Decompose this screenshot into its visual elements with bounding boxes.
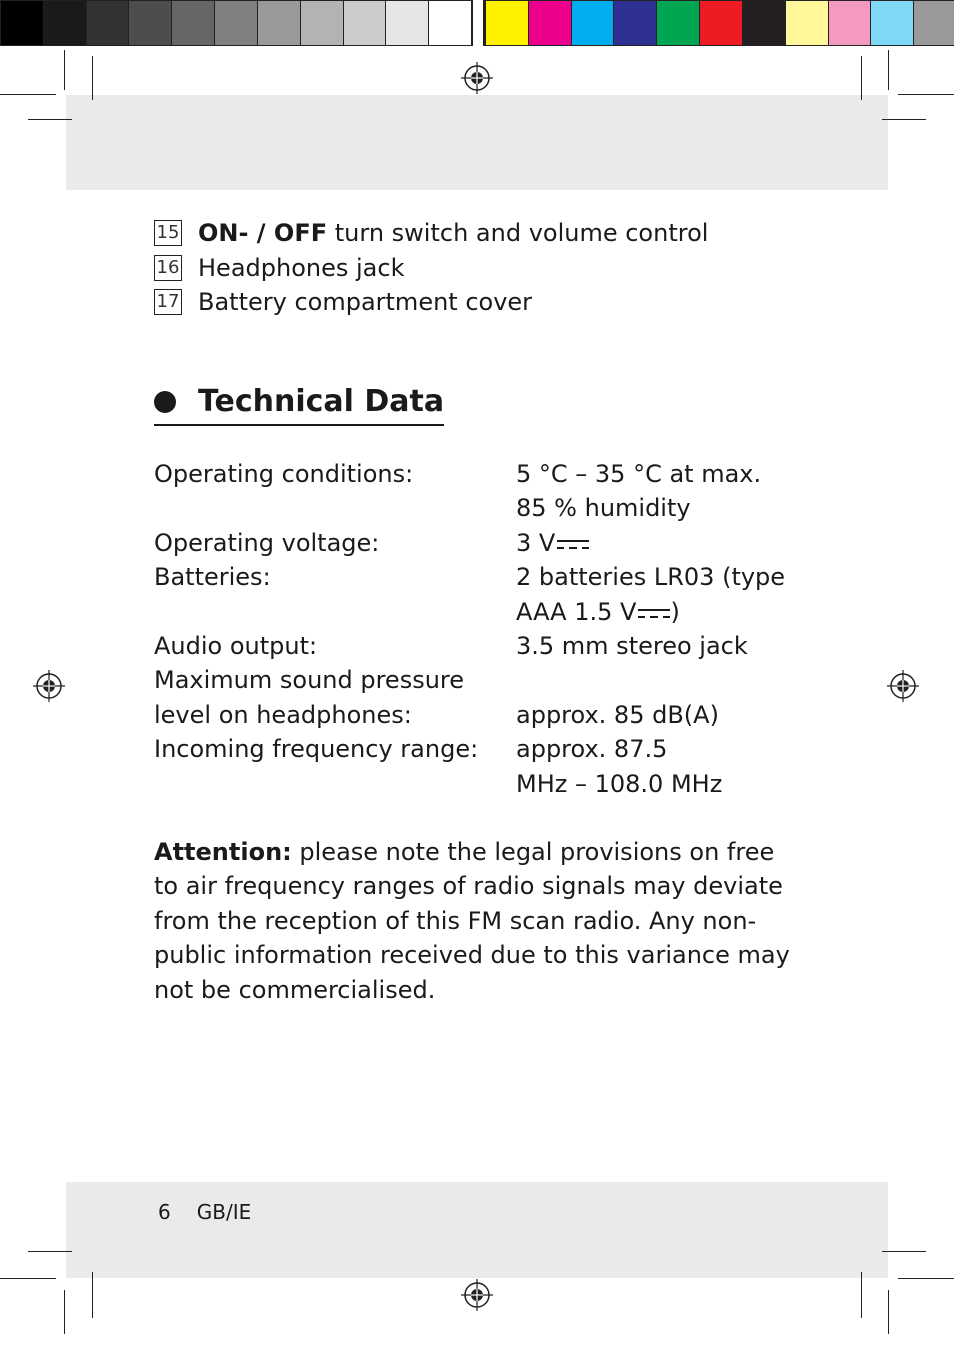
spec-label: Maximum sound pressure [154,666,465,695]
legend-label: Battery compartment cover [198,288,533,316]
legend-item [154,285,708,320]
spec-row [154,698,834,732]
bullet-dot-icon [154,391,176,413]
registration-mark-right [887,670,919,702]
technical-data-table [154,457,834,801]
crop-mark [28,119,72,120]
spec-value: AAA 1.5 V [516,597,637,626]
color-swatch [742,0,785,46]
color-swatch [343,0,386,46]
spec-row [154,767,834,801]
spec-value-suffix: ) [670,597,680,626]
color-swatch [43,0,86,46]
color-swatch [699,0,742,46]
color-swatch [870,0,913,46]
header-band [66,95,888,190]
spec-label [154,767,516,801]
spec-row [154,491,834,525]
color-swatch [214,0,257,46]
crop-mark [28,1251,72,1252]
attention-text: please note the legal provisions on free to air frequency ranges of radio signals may deviate from the reception of this FM scan radio. Any non-public information received due to this variance may not be commercialised. [154,838,790,1004]
color-swatch [0,0,43,46]
legend-number: 15 [154,220,182,246]
crop-mark [92,1272,93,1318]
color-swatch [257,0,300,46]
color-swatch [171,0,214,46]
spec-row [154,457,834,491]
color-swatch [571,0,614,46]
color-swatch [300,0,343,46]
page-footer [158,1200,251,1224]
spec-label [154,595,516,629]
page-number: 6 [158,1200,171,1224]
spec-label: Audio output: [154,632,318,661]
color-swatch [86,0,129,46]
legend-number: 16 [154,255,182,281]
spec-value: approx. 87.5 [516,735,668,764]
spec-value: 85 % humidity [516,494,691,523]
crop-mark [898,94,954,95]
crop-mark [882,1251,926,1252]
spec-value: 3.5 mm stereo jack [516,632,748,661]
spec-row [154,732,834,766]
color-swatch [128,0,171,46]
spec-label: Incoming frequency range: [154,735,479,764]
footer-band [66,1182,888,1278]
registration-mark-top [461,62,493,94]
spec-label: Operating voltage: [154,528,380,557]
registration-mark-bottom [461,1279,493,1311]
color-swatch [485,0,528,46]
spec-value-cell [516,595,834,629]
crop-mark [898,1278,954,1279]
attention-paragraph [154,835,804,1007]
legend-label: turn switch and volume control [327,219,709,247]
direct-current-symbol-icon [557,538,589,552]
locale-code: GB/IE [196,1200,252,1224]
legend-number: 17 [154,289,182,315]
spec-label: level on headphones: [154,700,412,729]
crop-mark [861,56,862,100]
spec-label [154,491,516,525]
crop-mark [0,1278,56,1279]
registration-mark-left [33,670,65,702]
spec-value: approx. 85 dB(A) [516,700,719,729]
spec-value-cell [516,526,834,560]
color-swatch [528,0,571,46]
direct-current-symbol-icon [638,607,670,621]
legend-item [154,251,708,286]
crop-mark [0,94,56,95]
crop-mark [888,1290,889,1334]
spec-value: MHz – 108.0 MHz [516,769,723,798]
color-swatch [785,0,828,46]
legend-bold-label: ON- / OFF [198,219,328,247]
legend-label: Headphones jack [198,253,405,282]
spec-row [154,560,834,594]
parts-legend [154,216,708,320]
attention-label: Attention: [154,838,292,866]
crop-mark [888,50,889,90]
spec-value: 5 °C – 35 °C at max. [516,460,762,488]
spec-value [516,663,834,697]
color-swatch [428,0,471,46]
spec-row [154,663,834,697]
color-swatch [385,0,428,46]
spec-row [154,526,834,560]
crop-mark [92,56,93,100]
color-calibration-bar [483,0,954,46]
legend-item [154,216,708,251]
spec-label: Batteries: [154,563,271,592]
crop-mark [64,50,65,90]
spec-value: 3 V [516,528,556,557]
crop-mark [861,1272,862,1318]
grey-scale-bar [0,0,473,46]
spec-label: Operating conditions: [154,460,414,488]
spec-row [154,595,834,629]
color-swatch [656,0,699,46]
crop-mark [882,119,926,120]
crop-mark [64,1290,65,1334]
section-title: Technical Data [198,384,445,419]
spec-row [154,629,834,663]
color-swatch [913,0,954,46]
color-swatch [828,0,871,46]
spec-value: 2 batteries LR03 (type [516,563,786,592]
section-heading [154,383,444,426]
color-swatch [613,0,656,46]
